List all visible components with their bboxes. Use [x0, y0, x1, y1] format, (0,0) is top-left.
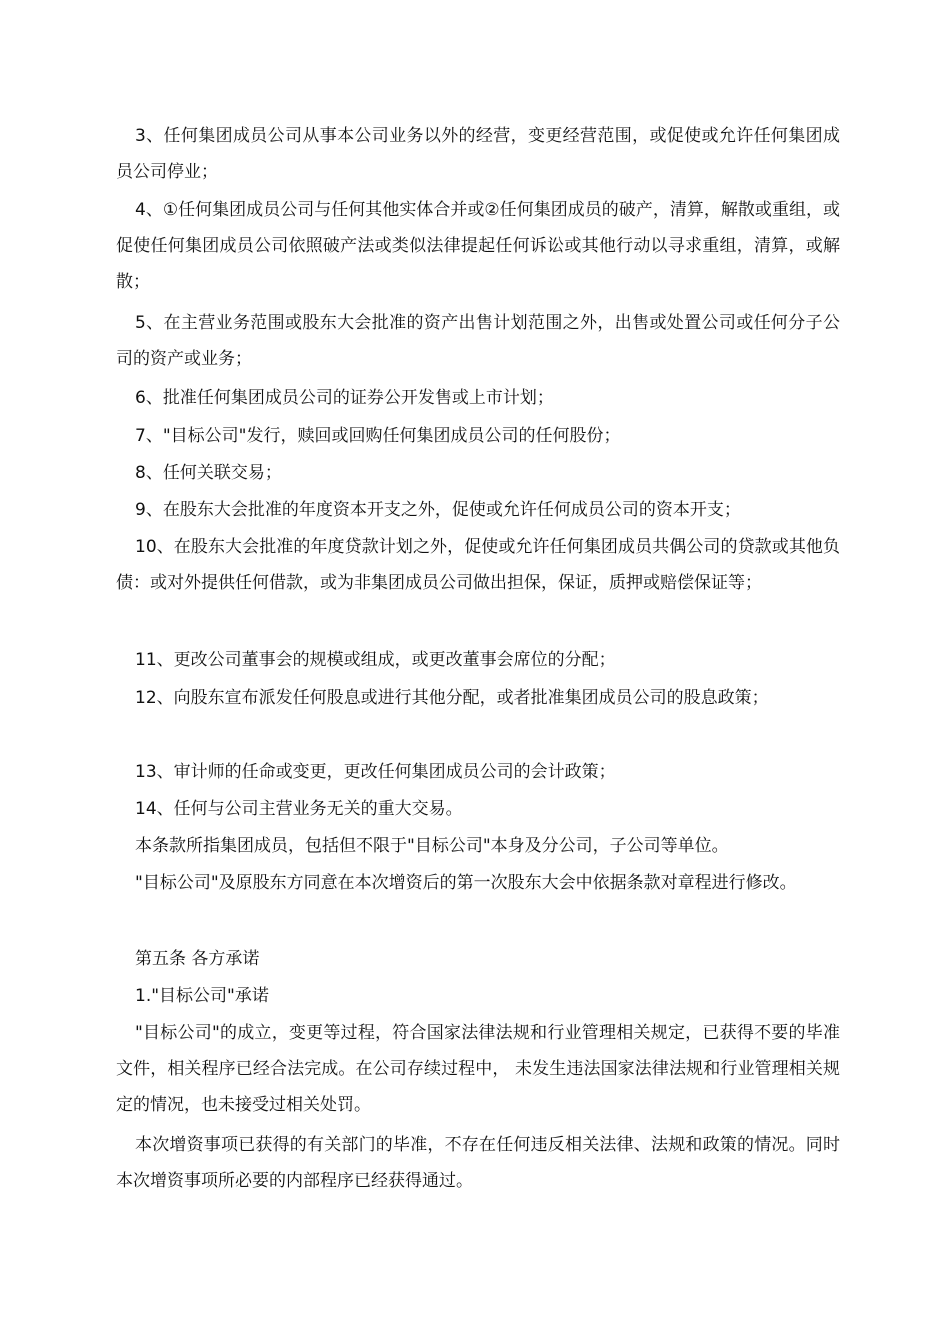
clause-10: 10、在股东大会批准的年度贷款计划之外，促使或允许任何集团成员共偶公司的贷款或其他负债：或对外提供任何借款，或为非集团成员公司做出担保，保证，质押或赔偿保证等； — [116, 537, 840, 593]
clause-5: 5、在主营业务范围或股东大会批准的资产出售计划范围之外，出售或处置公司或任何分子公司的资产或业务； — [116, 313, 840, 369]
clause-6: 6、批准任何集团成员公司的证券公开发售或上市计划； — [135, 388, 554, 408]
clause-14: 14、任何与公司主营业务无关的重大交易。 — [135, 799, 463, 819]
clause-8: 8、任何关联交易； — [135, 463, 282, 483]
clause-7: 7、"目标公司"发行，赎回或回购任何集团成员公司的任何股份； — [135, 426, 621, 446]
articles-amendment-paragraph: "目标公司"及原股东方同意在本次增资后的第一次股东大会中依据条款对章程进行修改。 — [135, 873, 797, 893]
capital-increase-approval-paragraph: 本次增资事项已获得的有关部门的毕准，不存在任何违反相关法律、法规和政策的情况。同时本次增资事项所必要的内部程序已经获得通过。 — [116, 1135, 840, 1191]
group-member-definition: 本条款所指集团成员，包括但不限于"目标公司"本身及分公司，子公司等单位。 — [135, 836, 729, 856]
clause-13: 13、审计师的任命或变更，更改任何集团成员公司的会计政策； — [135, 762, 616, 782]
clause-3: 3、任何集团成员公司从事本公司业务以外的经营，变更经营范围，或促使或允许任何集团成员公司停业； — [116, 126, 840, 182]
company-commitment-paragraph: "目标公司"的成立，变更等过程，符合国家法律法规和行业管理相关规定，已获得不要的毕准文件，相关程序已经合法完成。在公司存续过程中， 未发生违法国家法律法规和行业管理相关规定的情况，也未接受过相关处罚。 — [116, 1023, 840, 1115]
clause-11: 11、更改公司董事会的规模或组成，或更改董事会席位的分配； — [135, 650, 616, 670]
clause-9: 9、在股东大会批准的年度资本开支之外，促使或允许任何成员公司的资本开支； — [135, 500, 741, 520]
clause-12: 12、向股东宣布派发任何股息或进行其他分配，或者批准集团成员公司的股息政策； — [135, 688, 769, 708]
section-1-heading: 1."目标公司"承诺 — [135, 986, 269, 1006]
clause-4: 4、①任何集团成员公司与任何其他实体合并或②任何集团成员的破产，清算，解散或重组，或促使任何集团成员公司依照破产法或类似法律提起任何诉讼或其他行动以寻求重组，清算，或解散； — [116, 200, 840, 292]
article-5-heading: 第五条 各方承诺 — [135, 949, 260, 969]
